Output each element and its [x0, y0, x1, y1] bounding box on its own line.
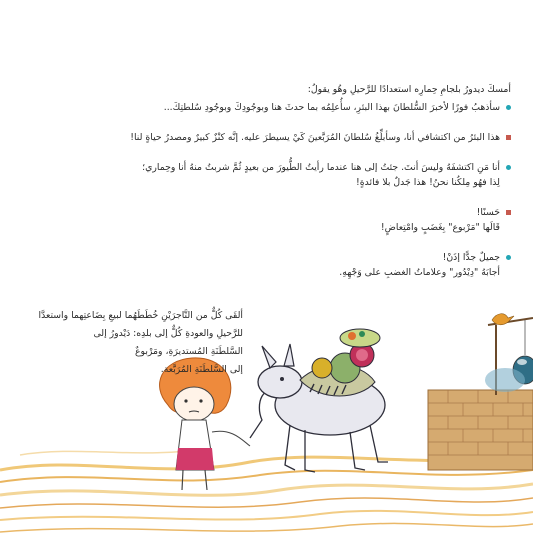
intro-paragraph — [308, 82, 511, 97]
square-bullet-icon — [506, 210, 511, 215]
well — [428, 314, 533, 470]
donkey — [250, 329, 388, 472]
dialogue-line: هذا البئرُ من اكتشافي أنا، وسأبلِّغُ سُلطانَ المُرَبَّعينَ كَيْ يسيطرَ عليه. إنَّه كنْزٌ كبيرٌ ومصدرُ حياةٍ لنا! — [130, 132, 500, 143]
circle-bullet-icon — [506, 105, 511, 110]
dialogue-line: سأذهبُ فورًا لأخبرَ السُّلطانَ بهذا البئرِ، سأُعلِمُه بما حدثَ هنا وبوجُودِكَ وبوجُودِ سُلطتِكَ... — [163, 102, 500, 113]
circle-bullet-icon — [506, 165, 511, 170]
dialogue-line: حَسنًا! — [476, 207, 500, 218]
dialogue-item-4 — [16, 205, 511, 235]
dialogue-line: لِذا فهُو مِلكُنا نحنُ! هذا جَدلٌ بلا فائدةٍ! — [356, 177, 500, 188]
dialogue-item-2 — [16, 130, 511, 145]
story-line: إلى السَّلطَنَةِ المُرَبَّعة. — [160, 364, 243, 375]
dialogue-item-5 — [16, 250, 511, 280]
square-bullet-icon — [506, 135, 511, 140]
dialogue-item-1 — [16, 100, 511, 115]
story-line: السَّلطَنَةِ المُستديرَةِ، ومَرْبوعٌ — [134, 346, 243, 357]
circle-bullet-icon — [506, 255, 511, 260]
dialogue-list — [16, 100, 511, 280]
story-line: ألقَى كُلٌّ من التَّاجرَيْنِ خُطَطَهُما لبيعِ بِضَاعتِهما واستعدَّا — [38, 310, 243, 321]
dialogue-line: أنا مَنِ اكتشفَهُ وليسَ أنتَ. جئتُ إلى هنا عندما رأيتُ الطُّيورَ من بعيدٍ ثُمَّ شربتُ منهُ أنا وحِماري؛ — [142, 162, 500, 173]
story-paragraph — [39, 307, 244, 379]
story-line: للرَّحيلِ والعودةِ كُلٌّ إلى بلدِه: دَيْدورُ إلى — [93, 328, 243, 339]
dialogue-line: أجابَهُ "دِيْدُور" وعلاماتُ الغضبِ على وَجْهِهِ. — [339, 267, 500, 278]
dialogue-item-3 — [16, 160, 511, 190]
dialogue-line: قَالَها "مَرْبوع" بِغَضَبٍ وامْتِعاضٍ! — [380, 222, 500, 233]
intro-text: أمسكَ ديدورُ بلجامِ حِمارِه استعدادًا للرَّحيلِ وهُو يقولُ: — [307, 84, 511, 95]
dialogue-line: جميلٌ جدًّا إذَنْ! — [442, 252, 500, 263]
